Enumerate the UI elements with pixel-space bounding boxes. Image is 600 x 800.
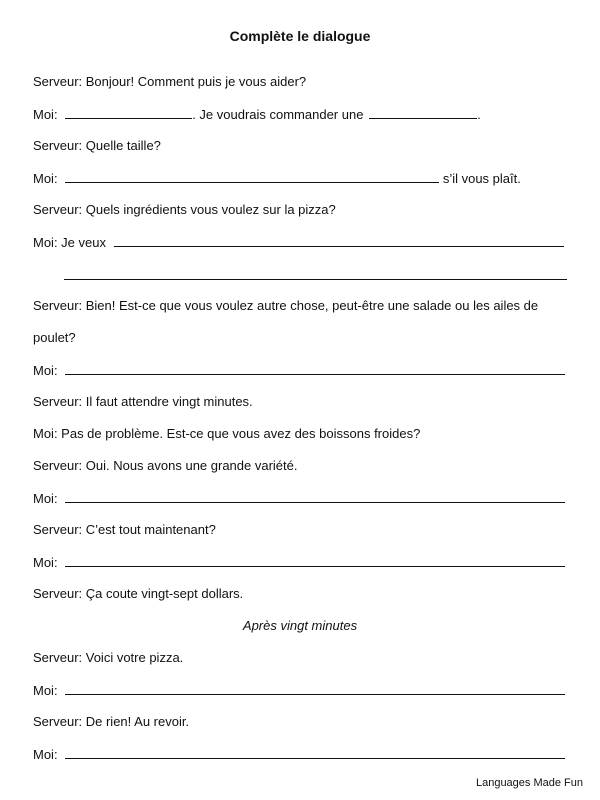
dialogue-line-21: Serveur: De rien! Au revoir. [33, 714, 190, 729]
answer-blank-ingredients[interactable] [114, 233, 564, 247]
answer-blank-drink[interactable] [65, 489, 565, 503]
dialogue-line-2 [33, 105, 481, 124]
dialogue-line-5: Serveur: Quels ingrédients vous voulez sur la pizza? [33, 202, 336, 217]
speaker-moi: Moi: [33, 171, 58, 186]
speaker-moi: Moi: [33, 747, 58, 762]
answer-blank-goodbye[interactable] [65, 745, 565, 759]
dialogue-line-14 [33, 489, 565, 508]
dialogue-line-9: poulet? [33, 330, 76, 345]
answer-blank-thanks[interactable] [65, 681, 565, 695]
dialogue-line-20 [33, 681, 565, 700]
answer-blank-extra[interactable] [65, 361, 565, 375]
dialogue-line-12: Moi: Pas de problème. Est-ce que vous avez des boissons froides? [33, 426, 421, 441]
speaker-moi: Moi: [33, 555, 58, 570]
answer-blank-item[interactable] [369, 105, 477, 119]
worksheet-title: Complète le dialogue [229, 28, 371, 44]
dialogue-line-8: Serveur: Bien! Est-ce que vous voulez autre chose, peut-être une salade ou les ailes de [33, 298, 539, 313]
dialogue-line-6 [33, 233, 564, 252]
scene-direction: Après vingt minutes [242, 618, 358, 633]
dialogue-line-1: Serveur: Bonjour! Comment puis je vous aider? [33, 74, 307, 89]
answer-blank-done[interactable] [65, 553, 565, 567]
speaker-moi: Moi: [33, 491, 58, 506]
sil-vous-plait-text: s’il vous plaît. [442, 171, 521, 186]
speaker-moi: Moi: [33, 683, 58, 698]
footer-brand: Languages Made Fun [475, 777, 583, 789]
answer-blank-greeting[interactable] [65, 105, 192, 119]
dialogue-line-16 [33, 553, 565, 572]
answer-blank-size[interactable] [65, 169, 439, 183]
speaker-moi-je-veux: Moi: Je veux [33, 235, 106, 250]
period: . [477, 107, 481, 122]
dialogue-line-13: Serveur: Oui. Nous avons une grande variété. [33, 458, 298, 473]
dialogue-line-19: Serveur: Voici votre pizza. [33, 650, 184, 665]
order-text: . Je voudrais commander une [192, 107, 364, 122]
answer-blank-ingredients-continued[interactable] [64, 279, 567, 280]
speaker-moi: Moi: [33, 107, 58, 122]
dialogue-line-10 [33, 361, 565, 380]
dialogue-line-11: Serveur: Il faut attendre vingt minutes. [33, 394, 253, 409]
dialogue-line-17: Serveur: Ça coute vingt-sept dollars. [33, 586, 244, 601]
dialogue-line-22 [33, 745, 565, 764]
dialogue-line-15: Serveur: C’est tout maintenant? [33, 522, 216, 537]
dialogue-line-3: Serveur: Quelle taille? [33, 138, 161, 153]
dialogue-line-4 [33, 169, 521, 188]
speaker-moi: Moi: [33, 363, 58, 378]
